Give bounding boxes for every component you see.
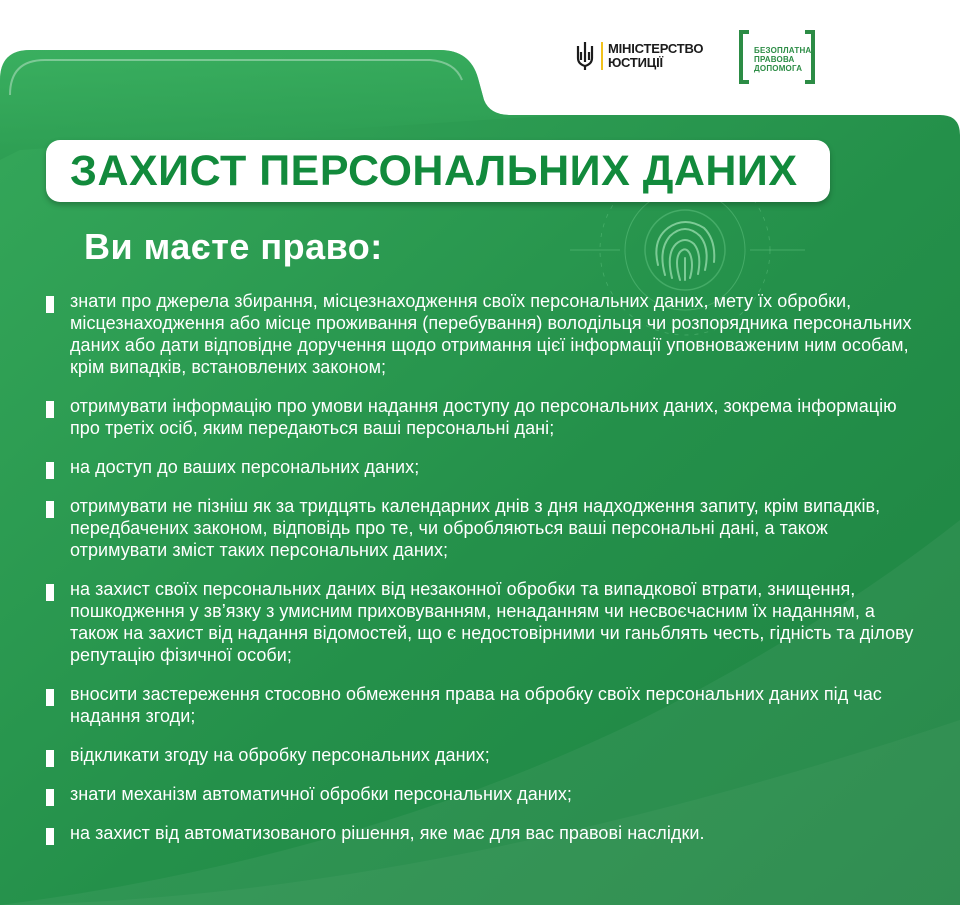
- ministry-line-1: МІНІСТЕРСТВО: [608, 41, 704, 56]
- list-item-text: отримувати не пізніш як за тридцять календарних днів з дня надходження запиту, крім випадків, передбачених законом, відповідь про те, чи обробляються ваші персональні дані, а також отримувати зміст таких персональних даних;: [70, 496, 881, 560]
- bullet-icon: [46, 296, 54, 313]
- bullet-icon: [46, 750, 54, 767]
- list-item-text: на захист своїх персональних даних від незаконної обробки та випадкової втрати, знищення, пошкодження у зв’язку з умисним приховуванням, ненаданням чи несвоєчасним їх наданням, а також на захист від надання відомостей, що є недостовірними чи ганьблять честь, гідність та ділову репутацію фізичної особи;: [70, 579, 914, 665]
- rights-list: [44, 290, 924, 861]
- subtitle: Ви маєте право:: [84, 226, 383, 267]
- bullet-icon: [46, 689, 54, 706]
- list-item: [44, 290, 924, 378]
- page-title: ЗАХИСТ ПЕРСОНАЛЬНИХ ДАНИХ: [70, 146, 798, 195]
- bullet-icon: [46, 828, 54, 845]
- title-banner: [46, 140, 830, 202]
- list-item: [44, 744, 924, 766]
- list-item: [44, 683, 924, 727]
- free-legal-aid-logo: [739, 30, 815, 84]
- ministry-of-justice-logo: [575, 40, 703, 72]
- list-item-text: відкликати згоду на обробку персональних даних;: [70, 745, 490, 765]
- trident-icon: [575, 40, 595, 72]
- list-item: [44, 495, 924, 561]
- bpd-line-3: ДОПОМОГА: [754, 64, 803, 73]
- bullet-icon: [46, 501, 54, 518]
- list-item-text: на доступ до ваших персональних даних;: [70, 457, 420, 477]
- list-item-text: на захист від автоматизованого рішення, яке має для вас правові наслідки.: [70, 823, 705, 843]
- list-item: [44, 395, 924, 439]
- bullet-icon: [46, 462, 54, 479]
- list-item-text: вносити застереження стосовно обмеження права на обробку своїх персональних даних під час надання згоди;: [70, 684, 882, 726]
- list-item-text: знати про джерела збирання, місцезнаходження своїх персональних даних, мету їх обробки, місцезнаходження або місце проживання (перебування) володільця чи розпорядника персональних даних або дати відповідне доручення щодо отримання цієї інформації уповноваженим ним особам, крім випадків, встановлених законом;: [70, 291, 912, 377]
- bullet-icon: [46, 789, 54, 806]
- list-item: [44, 783, 924, 805]
- bpd-line-1: БЕЗОПЛАТНА: [754, 46, 812, 55]
- bullet-icon: [46, 401, 54, 418]
- list-item: [44, 822, 924, 844]
- list-item: [44, 456, 924, 478]
- list-item-text: знати механізм автоматичної обробки персональних даних;: [70, 784, 572, 804]
- ministry-line-2: ЮСТИЦІЇ: [608, 55, 663, 70]
- list-item-text: отримувати інформацію про умови надання доступу до персональних даних, зокрема інформацію про третіх осіб, яким передаються ваші персональні дані;: [70, 396, 897, 438]
- list-item: [44, 578, 924, 666]
- bpd-line-2: ПРАВОВА: [754, 55, 795, 64]
- bullet-icon: [46, 584, 54, 601]
